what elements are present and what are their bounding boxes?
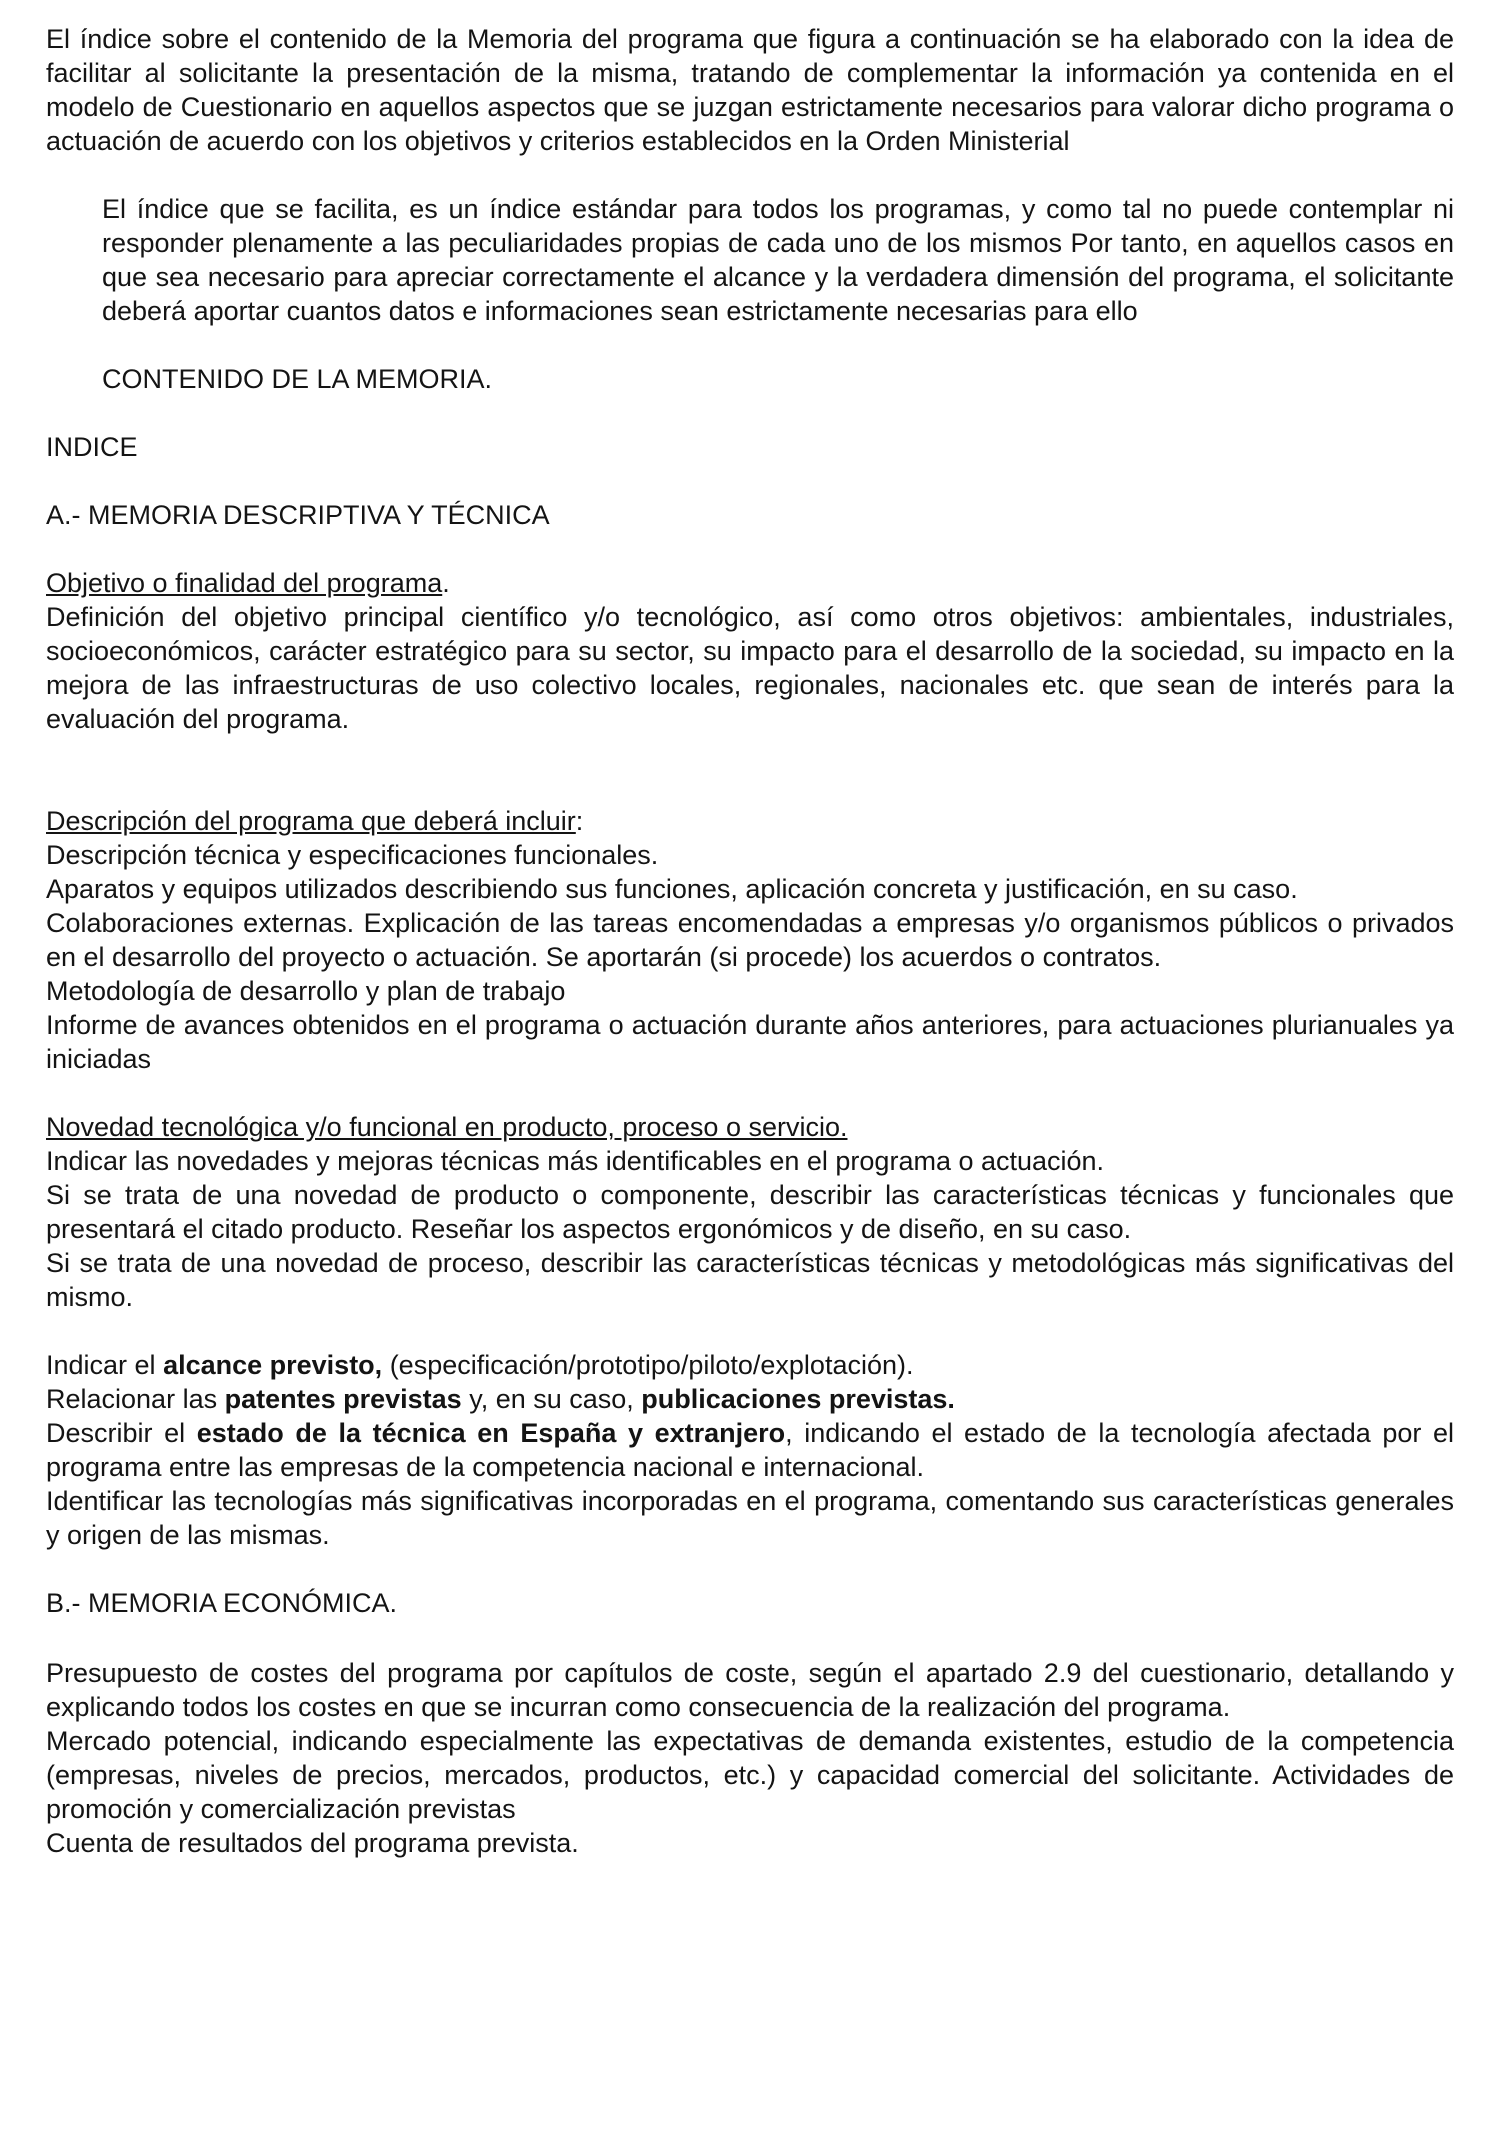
- descripcion-item: Aparatos y equipos utilizados describiendo sus funciones, aplicación concreta y justificación, en su caso.: [46, 874, 1298, 904]
- alcance-bold: alcance previsto,: [163, 1350, 383, 1380]
- publicaciones-bold: publicaciones previstas.: [641, 1384, 955, 1414]
- descripcion-heading: [46, 804, 1454, 838]
- section-b-title: B.- MEMORIA ECONÓMICA.: [46, 1588, 398, 1618]
- estado-post: , indicando el estado de la tecnología afectada por el programa entre las empresas de la competencia nacional e internacional.: [46, 1418, 1454, 1482]
- descripcion-item: Metodología de desarrollo y plan de trabajo: [46, 976, 566, 1006]
- estado-pre: Describir el: [46, 1418, 197, 1448]
- intro-paragraph-1: El índice sobre el contenido de la Memoria del programa que figura a continuación se ha elaborado con la idea de facilitar al solicitante la presentación de la misma, tratando de complementar la información ya contenida en el modelo de Cuestionario en aquellos aspectos que se juzgan estrictamente necesarios para valorar dicho programa o actuación de acuerdo con los objetivos y criterios establecidos en la Orden Ministerial: [46, 24, 1454, 156]
- novedad-heading-text: Novedad tecnológica y/o funcional en producto, proceso o servicio.: [46, 1112, 848, 1142]
- document-page: [46, 22, 1454, 1860]
- section-a-title: A.- MEMORIA DESCRIPTIVA Y TÉCNICA: [46, 500, 550, 530]
- estado-paragraph: [46, 1416, 1454, 1484]
- economica-item: Cuenta de resultados del programa prevista.: [46, 1828, 579, 1858]
- descripcion-item: Informe de avances obtenidos en el programa o actuación durante años anteriores, para actuaciones plurianuales ya iniciadas: [46, 1010, 1454, 1074]
- economica-item: Mercado potencial, indicando especialmente las expectativas de demanda existentes, estudio de la competencia (empresas, niveles de precios, mercados, productos, etc.) y capacidad comercial del solicitante. Actividades de promoción y comercialización previstas: [46, 1726, 1454, 1824]
- objetivo-text: Definición del objetivo principal científico y/o tecnológico, así como otros objetivos: ambientales, industriales, socioeconómicos, carácter estratégico para su sector, su impacto para el desarrollo de la sociedad, su impacto en la mejora de las infraestructuras de uso colectivo locales, regionales, nacionales etc. que sean de interés para la evaluación del programa.: [46, 602, 1454, 734]
- patentes-line: [46, 1382, 1454, 1416]
- novedad-item: Indicar las novedades y mejoras técnicas más identificables en el programa o actuación.: [46, 1146, 1105, 1176]
- patentes-mid: y, en su caso,: [461, 1384, 642, 1414]
- contenido-heading: CONTENIDO DE LA MEMORIA.: [102, 364, 493, 394]
- alcance-post: (especificación/prototipo/piloto/explotación).: [382, 1350, 914, 1380]
- novedad-item: Si se trata de una novedad de proceso, describir las características técnicas y metodológicas más significativas del mismo.: [46, 1248, 1454, 1312]
- tecnologias-paragraph: Identificar las tecnologías más significativas incorporadas en el programa, comentando sus características generales y origen de las mismas.: [46, 1486, 1454, 1550]
- descripcion-heading-suffix: :: [575, 806, 584, 836]
- objetivo-heading-text: Objetivo o finalidad del programa: [46, 568, 443, 598]
- descripcion-item: Colaboraciones externas. Explicación de las tareas encomendadas a empresas y/o organismos públicos o privados en el desarrollo del proyecto o actuación. Se aportarán (si procede) los acuerdos o contratos.: [46, 908, 1454, 972]
- objetivo-heading: [46, 566, 1454, 600]
- alcance-line: [46, 1348, 1454, 1382]
- novedad-item: Si se trata de una novedad de producto o componente, describir las características técnicas y funcionales que presentará el citado producto. Reseñar los aspectos ergonómicos y de diseño, en su caso.: [46, 1180, 1454, 1244]
- economica-item: Presupuesto de costes del programa por capítulos de coste, según el apartado 2.9 del cuestionario, detallando y explicando todos los costes en que se incurran como consecuencia de la realización del programa.: [46, 1658, 1454, 1722]
- objetivo-heading-suffix: .: [442, 568, 450, 598]
- estado-bold: estado de la técnica en España y extranjero: [196, 1418, 786, 1448]
- descripcion-heading-text: Descripción del programa que deberá incluir: [46, 806, 576, 836]
- patentes-pre: Relacionar las: [46, 1384, 225, 1414]
- descripcion-item: Descripción técnica y especificaciones funcionales.: [46, 840, 659, 870]
- novedad-heading: [46, 1110, 1454, 1144]
- indice-heading: INDICE: [46, 432, 138, 462]
- patentes-bold: patentes previstas: [224, 1384, 462, 1414]
- alcance-pre: Indicar el: [46, 1350, 164, 1380]
- intro-paragraph-2: El índice que se facilita, es un índice estándar para todos los programas, y como tal no puede contemplar ni responder plenamente a las peculiaridades propias de cada uno de los mismos Por tanto, en aquellos casos en que sea necesario para apreciar correctamente el alcance y la verdadera dimensión del programa, el solicitante deberá aportar cuantos datos e informaciones sean estrictamente necesarias para ello: [102, 194, 1454, 326]
